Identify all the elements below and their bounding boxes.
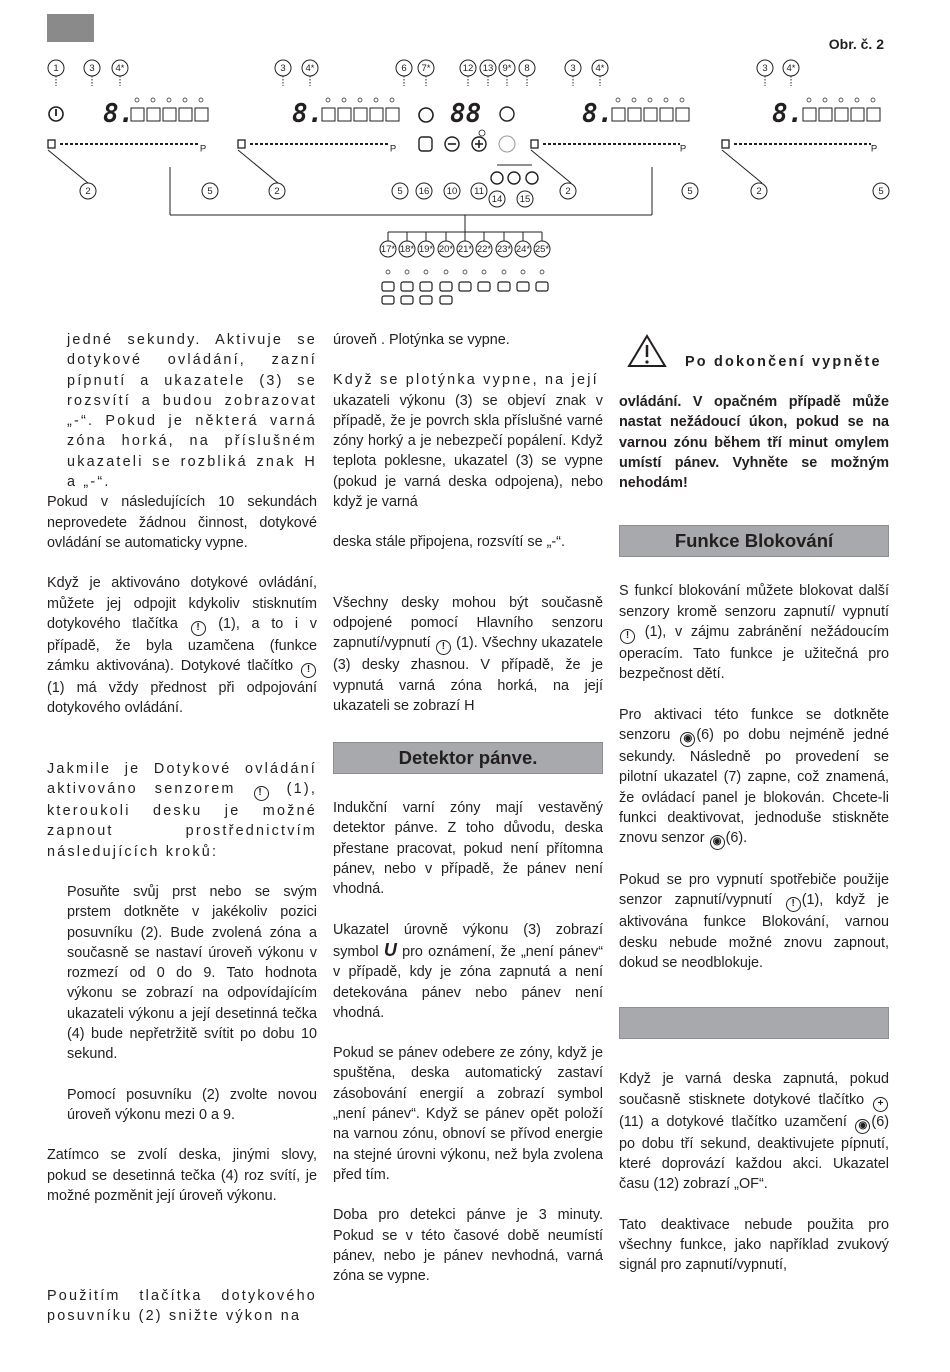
- heading-detektor-panve: Detektor pánve.: [333, 742, 603, 774]
- zone-level-box: [354, 108, 367, 121]
- col1-p6: Pomocí posuvníku (2) zvolte novou úroveň výkonu mezi 0 a 9.: [67, 1086, 317, 1123]
- program-icon: [478, 282, 490, 291]
- zone-power-display: 8.: [582, 99, 614, 129]
- program-icon: [536, 282, 548, 291]
- level-led: [680, 98, 684, 102]
- lock-icon: [419, 108, 433, 122]
- level-led: [823, 98, 827, 102]
- slider-leader: [722, 150, 762, 183]
- level-led: [616, 98, 620, 102]
- program-led: [424, 270, 428, 274]
- callout-number: 4*: [115, 63, 125, 74]
- warning-text-2: ovládání. V opačném případě může nastat nežádoucí úkon, pokud se na varnou zónu během tří minut omylem umístí pánev. Vyhněte se možným nehodám!: [619, 394, 889, 492]
- zone-level-box: [370, 108, 383, 121]
- slider-start-square: [531, 140, 538, 148]
- plus-icon: +: [873, 1097, 888, 1112]
- no-pan-symbol-icon: U: [383, 939, 397, 960]
- program-led: [463, 270, 467, 274]
- callout-number: 3: [89, 63, 95, 74]
- callout-number: 2: [274, 186, 280, 197]
- program-icon: [498, 282, 510, 291]
- level-led: [855, 98, 859, 102]
- callout-number: 2: [85, 186, 91, 197]
- callout-number: 7*: [421, 63, 431, 74]
- program-led: [521, 270, 525, 274]
- lock-icon: ◉: [680, 732, 695, 747]
- slider-leader: [238, 150, 278, 183]
- zone-level-box: [644, 108, 657, 121]
- program-icon: [517, 282, 529, 291]
- col2-p4: Indukční varní zóny mají vestavěný detektor pánve. Z toho důvodu, deska přestane pracovat, pokud není přítomna pánev, nebo v případě, že pánev není vhodná.: [333, 800, 603, 898]
- callout-number: 4*: [786, 63, 796, 74]
- warning-icon: [627, 334, 667, 368]
- zone-level-box: [676, 108, 689, 121]
- program-icon-alt: [401, 296, 413, 304]
- program-button: [499, 136, 515, 152]
- zone-level-box: [660, 108, 673, 121]
- zone-level-box: [163, 108, 176, 121]
- warning-line: [619, 334, 889, 370]
- col3-p5: Tato deaktivace nebude použita pro všechny funkce, jako například zvukový signál pro zapnutí/vypnutí,: [619, 1216, 889, 1274]
- callout-number: 20*: [438, 244, 454, 255]
- callout-number: 12: [462, 63, 474, 74]
- callout-number: 3: [280, 63, 286, 74]
- callout-number: 22*: [476, 244, 492, 255]
- zone-level-box: [338, 108, 351, 121]
- slider-end-label: P: [199, 143, 207, 155]
- zone-level-box: [819, 108, 832, 121]
- column-2: [333, 330, 603, 1286]
- zone-level-box: [612, 108, 625, 121]
- zone-level-box: [851, 108, 864, 121]
- callout-number: 17*: [380, 244, 396, 255]
- col2-p2c: deska stále připojena, rozsvítí se „-“.: [333, 534, 565, 551]
- callout-number: 4*: [305, 63, 315, 74]
- zone-level-box: [867, 108, 880, 121]
- level-led: [183, 98, 187, 102]
- col2-p3: Všechny desky mohou být současně odpojené pomocí Hlavního senzoru zapnutí/vypnutí ! (1). Všechny ukazatele (3) desky zhasnou. V případě, že je vypnutá varná zóna horká, na její ukazateli se zobrazí H: [333, 594, 603, 714]
- level-led: [632, 98, 636, 102]
- callout-number: 4*: [595, 63, 605, 74]
- program-icon-alt: [420, 296, 432, 304]
- lock-icon: ◉: [855, 1119, 870, 1134]
- zone-level-box: [835, 108, 848, 121]
- callout-number: 5: [687, 186, 693, 197]
- callout-number: 9*: [502, 63, 512, 74]
- program-icon: [440, 282, 452, 291]
- col1-p7: Zatímco se zvolí deska, jinými slovy, pokud se desetinná tečka (4) roz svítí, je možné pozměnit její úroveň výkonu.: [47, 1147, 317, 1204]
- level-led: [199, 98, 203, 102]
- col3-p4: Když je varná deska zapnutá, pokud současně stisknete dotykové tlačítko + (11) a dotykové tlačítko uzamčení ◉ (6) po dobu tří sekund, deaktivujete pípnutí, které doprovází každou akci. Ukazatel času (12) zobrazí „OF“.: [619, 1071, 889, 1193]
- program-led: [482, 270, 486, 274]
- col3-p2: Pro aktivaci této funkce se dotkněte senzoru ◉ (6) po dobu nejméně jedné sekundy. Následně po provedení se pilotní ukazatel (7) zapne, což znamená, že ovládací panel je blokován. Chcete-li funkci deaktivovat, jednoduše stiskněte znovu senzor ◉ (6).: [619, 705, 889, 850]
- col2-p2b: ukazateli výkonu (3) se objeví znak v případě, že je povrch skla příslušné varné zóny horký a je nebezpečí popálení. Když teplota poklesne, ukazatel (3) se vypne (pokud je varná deska odpojena), nebo když je varná: [333, 392, 603, 511]
- callout-number: 5: [878, 186, 884, 197]
- lock-icon: ◉: [710, 835, 725, 850]
- col3-p1: S funkcí blokování můžete blokovat další senzory kromě senzoru zapnutí/ vypnutí ! (1), v zájmu zabránění nežádoucím operacím. Tato funkce je užitečná pro bezpečnost dětí.: [619, 583, 889, 683]
- col1-p3: Když je aktivováno dotykové ovládání, můžete jej odpojit kdykoliv stisknutím dotykového tlačítka ! (1), a to i v případě, že byla uzamčena (funkce zámku aktivována). Dotykové tlačítko !(1) má vždy přednost při odpojování dotykového ovládání.: [47, 575, 317, 717]
- power-icon: !: [191, 621, 206, 636]
- level-led: [871, 98, 875, 102]
- function-button: [508, 172, 520, 184]
- col2-p2a: Když se plotýnka vypne, na její: [333, 372, 599, 389]
- program-icon: [420, 282, 432, 291]
- level-led: [326, 98, 330, 102]
- callout-number: 5: [207, 186, 213, 197]
- callout-number: 14: [491, 194, 503, 205]
- level-led: [664, 98, 668, 102]
- power-icon: !: [436, 640, 451, 655]
- col1-p5: Posuňte svůj prst nebo se svým prstem dotkněte v jakékoliv pozici posuvníku (2). Bude zvolená zóna a současně se nastaví úroveň výkonu v rozmezí od 0 do 9. Tato hodnota výkonu se zobrazí na odpovídajícím ukazateli výkonu a její desetinná tečka (4) bude nepřetržitě svítit po dobu 10 sekund.: [67, 883, 317, 1063]
- callout-number: 15: [519, 194, 531, 205]
- callout-number: 5: [397, 186, 403, 197]
- heading-empty: [619, 1007, 889, 1039]
- col1-p2: Pokud v následujících 10 sekundách neprovedete žádnou činnost, dotykové ovládání se automaticky vypne.: [47, 494, 317, 551]
- zone-level-box: [195, 108, 208, 121]
- col2-p6: Pokud se pánev odebere ze zóny, když je spuštěna, deska automatický zastaví zásobování energií a zobrazí symbol „není pánev“. Když se pánev opět položí na varnou zónu, obnoví se přívod energie na stejné úrovni výkonu, než byla zvolena před tím.: [333, 1045, 603, 1183]
- callout-number: 6: [401, 63, 407, 74]
- function-button: [491, 172, 503, 184]
- heading-funkce-blokovani: Funkce Blokování: [619, 525, 889, 557]
- callout-number: 8: [524, 63, 530, 74]
- callout-number: 18*: [399, 244, 415, 255]
- program-icon-alt: [440, 296, 452, 304]
- col1-p1: jedné sekundy. Aktivuje se dotykové ovládání, zazní pípnutí a ukazatele (3) se rozsvítí a budou zobrazovat „-“. Pokud je některá varná zóna horká, na příslušném ukazateli se rozbliká znak H a „-“.: [67, 332, 317, 491]
- zone-level-box: [386, 108, 399, 121]
- zone-level-box: [147, 108, 160, 121]
- lock-button-16: [419, 137, 432, 151]
- program-led: [405, 270, 409, 274]
- slider-end-label: P: [870, 143, 878, 155]
- level-led: [167, 98, 171, 102]
- callout-number: 11: [474, 186, 484, 197]
- level-led: [374, 98, 378, 102]
- col2-p5: Ukazatel úrovně výkonu (3) zobrazí symbol U pro oznámení, že „není pánev“ v případě, kdy je zóna zapnutá a není detekována pánev nebo pánev není vhodná.: [333, 921, 603, 1021]
- level-led: [342, 98, 346, 102]
- callout-number: 23*: [496, 244, 512, 255]
- power-icon: !: [786, 897, 801, 912]
- zone-level-box: [322, 108, 335, 121]
- slider-leader: [48, 150, 88, 183]
- slider-start-square: [722, 140, 729, 148]
- pause-icon: [500, 107, 514, 121]
- slider-leader: [531, 150, 571, 183]
- level-led: [390, 98, 394, 102]
- zone-level-box: [628, 108, 641, 121]
- callout-number: 3: [570, 63, 576, 74]
- callout-number: 21*: [457, 244, 473, 255]
- zone-power-display: 8.: [772, 99, 804, 129]
- program-led: [502, 270, 506, 274]
- power-icon: !: [254, 786, 269, 801]
- level-led: [151, 98, 155, 102]
- program-icon: [459, 282, 471, 291]
- column-1: [47, 330, 317, 1327]
- warning-text-1: Po dokončení vypněte: [685, 354, 882, 370]
- figure-label: Obr. č. 2: [828, 36, 884, 52]
- level-led: [648, 98, 652, 102]
- slider-end-label: P: [389, 143, 397, 155]
- level-led: [807, 98, 811, 102]
- zone-level-box: [803, 108, 816, 121]
- col2-p1: úroveň . Plotýnka se vypne.: [333, 332, 510, 348]
- callout-number: 2: [565, 186, 571, 197]
- power-icon: !: [620, 629, 635, 644]
- callout-number: 13: [482, 63, 494, 74]
- col1-p8: Použitím tlačítka dotykového posuvníku (2) snižte výkon na: [47, 1288, 317, 1325]
- control-panel-diagram: [0, 0, 950, 320]
- program-led: [444, 270, 448, 274]
- callout-number: 16: [418, 186, 430, 197]
- slider-start-square: [48, 140, 55, 148]
- program-led: [540, 270, 544, 274]
- callout-number: 19*: [418, 244, 434, 255]
- zone-power-display: 8.: [103, 99, 135, 129]
- zone-power-display: 8.: [292, 99, 324, 129]
- callout-number: 24*: [515, 244, 531, 255]
- callout-number: 25*: [534, 244, 550, 255]
- column-3: [619, 334, 889, 1275]
- zone-level-box: [179, 108, 192, 121]
- program-icon: [382, 282, 394, 291]
- program-icon: [401, 282, 413, 291]
- callout-number: 2: [756, 186, 762, 197]
- callout-number: 10: [446, 186, 458, 197]
- col1-p4: Jakmile je Dotykové ovládání aktivováno senzorem ! (1), kteroukoli desku je možné zapnout prostřednictvím následujících kroků:: [47, 760, 318, 860]
- col3-p3: Pokud se pro vypnutí spotřebiče použije senzor zapnutí/vypnutí ! (1), když je aktivována funkce Blokování, varnou desku nebude možné znovu zapnout, dokud se neodblokuje.: [619, 872, 890, 972]
- function-button: [526, 172, 538, 184]
- level-led: [839, 98, 843, 102]
- program-led: [386, 270, 390, 274]
- timer-display: 88: [450, 99, 482, 129]
- level-led: [358, 98, 362, 102]
- level-led: [135, 98, 139, 102]
- power-icon: !: [301, 663, 316, 678]
- callout-number: 1: [53, 63, 59, 74]
- slider-end-label: P: [679, 143, 687, 155]
- slider-start-square: [238, 140, 245, 148]
- col2-p7: Doba pro detekci pánve je 3 minuty. Pokud se v této časové době neumístí pánev, nebo je pánev nevhodná, varná zóna se vypne.: [333, 1207, 603, 1285]
- callout-number: 3: [762, 63, 768, 74]
- timer-small-icon: [479, 130, 485, 136]
- program-icon-alt: [382, 296, 394, 304]
